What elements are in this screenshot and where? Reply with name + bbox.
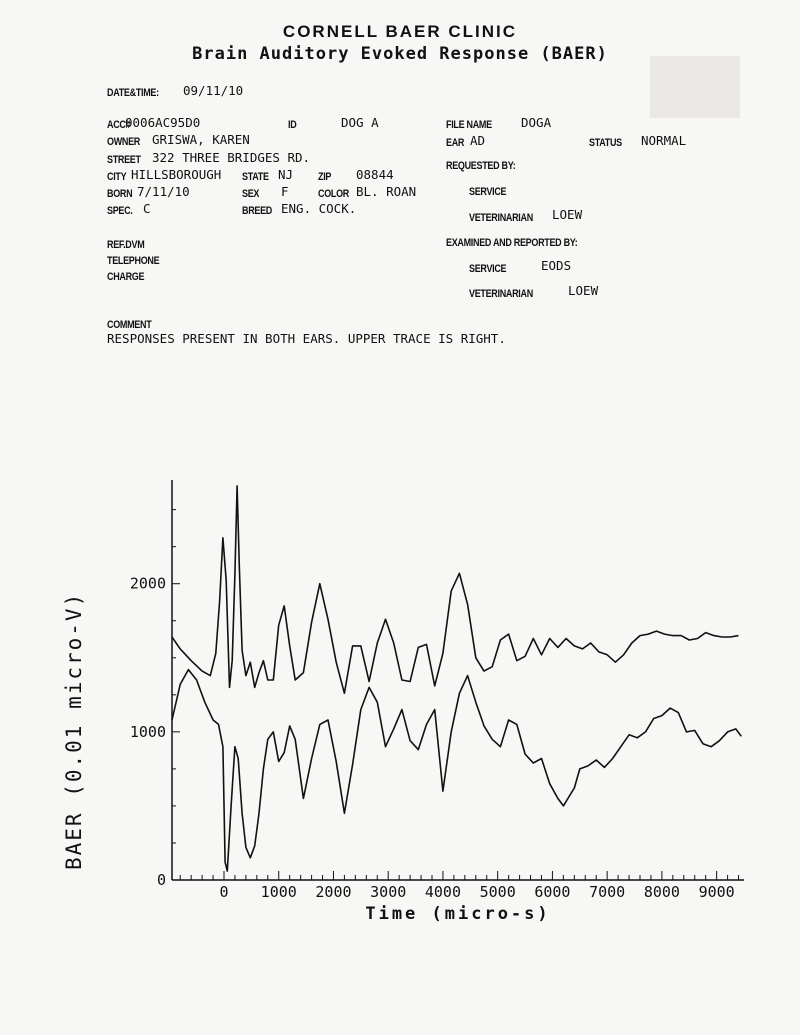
datetime-value: 09/11/10: [183, 83, 244, 98]
file-name-label: FILE NAME: [446, 118, 492, 131]
spec-value: C: [143, 201, 151, 216]
acc-value: 0006AC95D0: [125, 115, 201, 130]
acc-label: ACC#: [107, 118, 131, 131]
color-label: COLOR: [318, 187, 349, 200]
x-tick-label: 5000: [479, 883, 516, 901]
veterinarian-label-2: VETERINARIAN: [469, 287, 533, 300]
lower-trace-line: [172, 670, 741, 872]
status-value: NORMAL: [641, 133, 687, 148]
x-tick-label: 2000: [315, 883, 352, 901]
file-name-value: DOGA: [521, 115, 552, 130]
service-label-1: SERVICE: [469, 185, 507, 198]
test-title: Brain Auditory Evoked Response (BAER): [192, 44, 608, 64]
born-label: BORN: [107, 187, 133, 200]
examined-by-label: EXAMINED AND REPORTED BY:: [446, 236, 578, 249]
color-value: BL. ROAN: [356, 184, 417, 199]
datetime-label: DATE&TIME:: [107, 86, 159, 99]
born-value: 7/11/10: [137, 184, 190, 199]
sex-label: SEX: [242, 187, 260, 200]
owner-value: GRISWA, KAREN: [152, 132, 250, 147]
comment-label: COMMENT: [107, 318, 152, 331]
y-tick-label: 1000: [129, 722, 166, 741]
street-value: 322 THREE BRIDGES RD.: [152, 150, 311, 165]
x-tick-label: 4000: [424, 883, 462, 901]
id-value: DOG A: [341, 115, 379, 130]
requested-by-label: REQUESTED BY:: [446, 159, 516, 172]
id-label: ID: [288, 118, 297, 131]
comment-value: RESPONSES PRESENT IN BOTH EARS. UPPER TRACE IS RIGHT.: [107, 331, 506, 346]
zip-label: ZIP: [318, 170, 332, 183]
state-label: STATE: [242, 170, 269, 183]
x-tick-label: 1000: [260, 883, 297, 901]
veterinarian-value-2: LOEW: [568, 283, 599, 298]
ear-label: EAR: [446, 136, 465, 149]
x-tick-label: 6000: [534, 883, 571, 901]
spec-label: SPEC.: [107, 204, 133, 217]
x-tick-label: 8000: [643, 883, 680, 901]
upper-trace-line: [172, 486, 739, 693]
veterinarian-value-1: LOEW: [552, 207, 583, 222]
x-tick-label: 3000: [370, 883, 407, 901]
sex-value: F: [281, 184, 289, 199]
charge-label: CHARGE: [107, 270, 145, 283]
state-value: NJ: [278, 167, 294, 182]
ear-value: AD: [470, 133, 486, 148]
owner-label: OWNER: [107, 135, 140, 148]
breed-label: BREED: [242, 204, 273, 217]
breed-value: ENG. COCK.: [281, 201, 357, 216]
zip-value: 08844: [356, 167, 394, 182]
veterinarian-label-1: VETERINARIAN: [469, 211, 533, 224]
x-tick-label: 7000: [589, 883, 626, 901]
service-value-2: EODS: [541, 258, 572, 273]
city-value: HILLSBOROUGH: [131, 167, 222, 182]
x-tick-label: 9000: [698, 883, 735, 901]
status-label: STATUS: [589, 136, 622, 149]
ref-dvm-label: REF.DVM: [107, 238, 145, 251]
y-tick-label: 2000: [129, 574, 166, 593]
clinic-title: CORNELL BAER CLINIC: [282, 22, 518, 41]
x-axis-label: Time (micro-s): [365, 904, 551, 924]
y-axis-label: BAER (0.01 micro-V): [62, 591, 86, 870]
telephone-label: TELEPHONE: [107, 254, 160, 267]
street-label: STREET: [107, 153, 141, 166]
x-tick-label: 0: [219, 883, 229, 901]
city-label: CITY: [107, 170, 127, 183]
service-label-2: SERVICE: [469, 262, 507, 275]
y-tick-label: 0: [156, 871, 166, 889]
